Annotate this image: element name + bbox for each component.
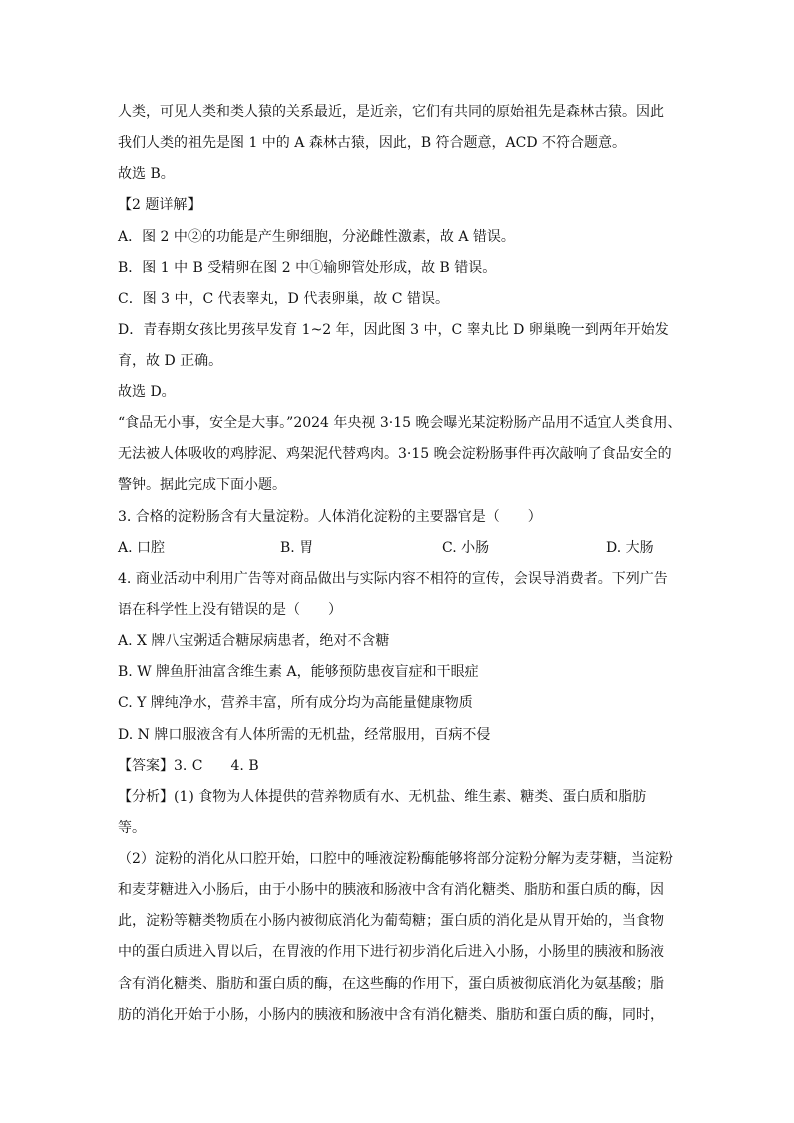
text-line: 语在科学性上没有错误的是（ ） [118, 602, 342, 618]
question-3: 3. 合格的淀粉肠含有大量淀粉。人体消化淀粉的主要器官是（ ） [118, 509, 542, 525]
text-line: 我们人类的祖先是图 1 中的 A 森林古猿，因此，B 符合题意，ACD 不符合题意。 [118, 135, 627, 151]
text-line: D．青春期女孩比男孩早发育 1~2 年，因此图 3 中，C 睾丸比 D 卵巢晚一到两年开始发 [118, 322, 669, 338]
text-line: 等。 [118, 820, 146, 836]
text-line: 人类，可见人类和类人猿的关系最近，是近亲，它们有共同的原始祖先是森林古猿。因此 [118, 104, 664, 120]
text-line: “食品无小事，安全是大事。”2024 年央视 3·15 晚会曝光某淀粉肠产品用不适宜人类食用、 [118, 415, 682, 431]
q3-option-c: C. 小肠 [442, 540, 490, 556]
text-line: 肪的消化开始于小肠，小肠内的胰液和肠液中含有消化糖类、脂肪和蛋白质的酶，同时， [118, 1007, 664, 1023]
text-line: 故选 B。 [118, 166, 175, 182]
q3-option-a: A. 口腔 [118, 540, 166, 556]
section-heading: 【2 题详解】 [118, 197, 202, 213]
question-4: 4. 商业活动中利用广告等对商品做出与实际内容不相符的宣传，会误导消费者。下列广告 [118, 571, 668, 587]
text-line: 中的蛋白质进入胃以后，在胃液的作用下进行初步消化后进入小肠，小肠里的胰液和肠液 [118, 944, 664, 960]
q4-option-b: B. W 牌鱼肝油富含维生素 A，能够预防患夜盲症和干眼症 [118, 664, 479, 680]
q4-option-c: C. Y 牌纯净水，营养丰富，所有成分均为高能量健康物质 [118, 695, 473, 711]
q4-option-a: A. X 牌八宝粥适合糖尿病患者，绝对不含糖 [118, 633, 390, 649]
text-line: C．图 3 中，C 代表睾丸，D 代表卵巢，故 C 错误。 [118, 291, 449, 307]
text-line: 育，故 D 正确。 [118, 353, 223, 369]
text-line: 含有消化糖类、脂肪和蛋白质的酶，在这些酶的作用下，蛋白质被彻底消化为氨基酸；脂 [118, 976, 664, 992]
text-line: 无法被人体吸收的鸡脖泥、鸡架泥代替鸡肉。3·15 晚会淀粉肠事件再次敲响了食品安全的 [118, 446, 672, 462]
text-line: 警钟。据此完成下面小题。 [118, 477, 286, 493]
text-line: B．图 1 中 B 受精卵在图 2 中①输卵管处形成，故 B 错误。 [118, 260, 497, 276]
q3-option-b: B. 胃 [280, 540, 314, 556]
text-line: 此，淀粉等糖类物质在小肠内被彻底消化为葡萄糖；蛋白质的消化是从胃开始的，当食物 [118, 913, 664, 929]
text-line: 故选 D。 [118, 384, 176, 400]
text-line: A．图 2 中②的功能是产生卵细胞，分泌雌性激素，故 A 错误。 [118, 229, 515, 245]
text-line: （2）淀粉的消化从口腔开始，口腔中的唾液淀粉酶能够将部分淀粉分解为麦芽糖，当淀粉 [118, 851, 673, 867]
analysis-line: 【分析】(1) 食物为人体提供的营养物质有水、无机盐、维生素、糖类、蛋白质和脂肪 [118, 789, 647, 805]
q4-option-d: D. N 牌口服液含有人体所需的无机盐，经常服用，百病不侵 [118, 727, 491, 743]
text-line: 和麦芽糖进入小肠后，由于小肠中的胰液和肠液中含有消化糖类、脂肪和蛋白质的酶，因 [118, 882, 664, 898]
answer-line: 【答案】3. C 4. B [118, 758, 259, 774]
q3-option-d: D. 大肠 [606, 540, 654, 556]
